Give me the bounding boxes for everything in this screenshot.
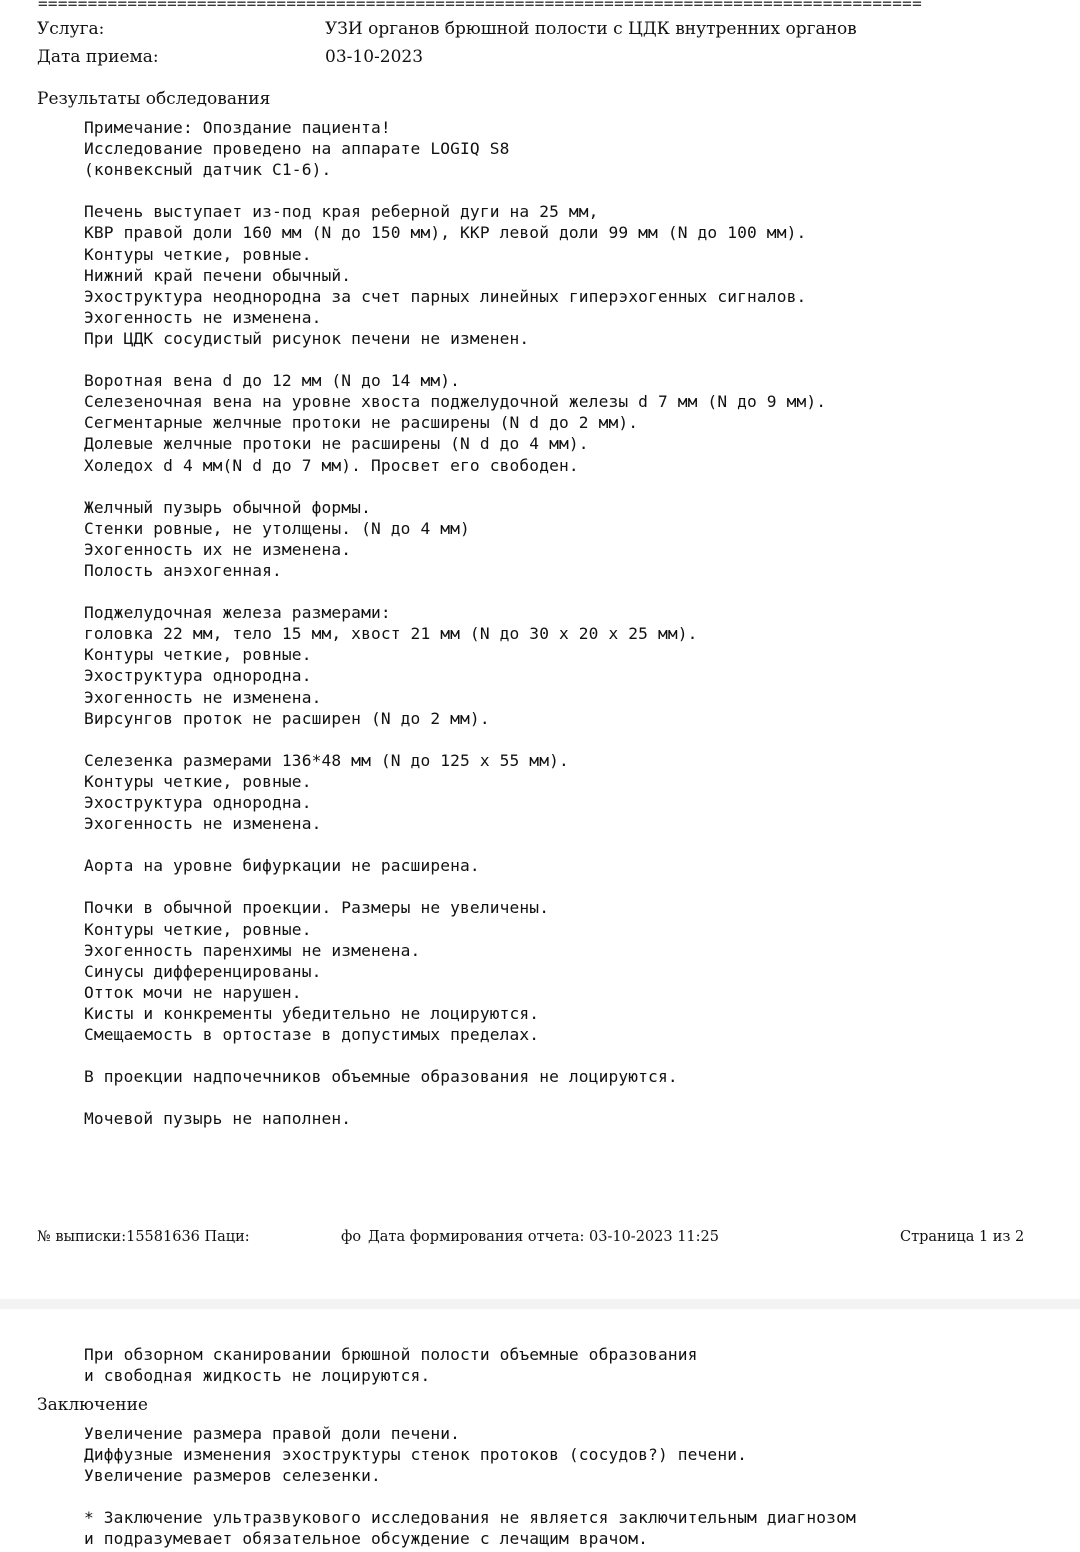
text-line: Контуры четкие, ровные. (84, 771, 312, 791)
text-line (84, 729, 826, 750)
text-line: Полость анэхогенная. (84, 560, 282, 580)
text-line: Долевые желчные протоки не расширены (N d до 4 мм). (84, 434, 589, 454)
text-line: Отток мочи не нарушен. (84, 982, 302, 1002)
text-line (84, 349, 826, 370)
text-line: Стенки ровные, не утолщены. (N до 4 мм) (84, 518, 470, 538)
service-label: Услуга: (37, 19, 105, 39)
text-line: Мочевой пузырь не наполнен. (84, 1109, 352, 1129)
footer-fragment: фо (341, 1229, 362, 1245)
page-break (0, 1299, 1080, 1309)
text-line: Сегментарные желчные протоки не расширены (N d до 2 мм). (84, 413, 639, 433)
text-line (84, 476, 826, 497)
text-line: При обзорном сканировании брюшной полости объемные образования (84, 1345, 698, 1364)
text-line: головка 22 мм, тело 15 мм, хвост 21 мм (N до 30 x 20 x 25 мм). (84, 624, 698, 644)
date-label: Дата приема: (37, 47, 159, 67)
text-line: Эхогенность не изменена. (84, 814, 322, 834)
text-line: Холедох d 4 мм(N d до 7 мм). Просвет его свободен. (84, 455, 579, 475)
results-title: Результаты обследования (37, 89, 271, 109)
text-line: Увеличение размеров селезенки. (84, 1466, 381, 1486)
text-line (84, 876, 826, 897)
text-line: Аорта на уровне бифуркации не расширена. (84, 856, 480, 876)
text-line: Исследование проведено на аппарате LOGIQ S8 (84, 139, 510, 159)
text-line: Диффузные изменения эхоструктуры стенок протоков (сосудов?) печени. (84, 1445, 748, 1465)
text-line: Селезеночная вена на уровне хвоста поджелудочной железы d 7 мм (N до 9 мм). (84, 392, 827, 412)
text-line: Желчный пузырь обычной формы. (84, 497, 371, 517)
text-line: Эхоструктура однородна. (84, 793, 312, 812)
record-number: № выписки:15581636 Паци: (37, 1229, 250, 1245)
conclusion-body (84, 1423, 856, 1550)
text-line: (конвексный датчик C1-6). (84, 160, 332, 180)
text-line: Эхогенность их не изменена. (84, 539, 352, 559)
text-line: При ЦДК сосудистый рисунок печени не изменен. (84, 328, 530, 348)
text-line: Вирсунгов проток не расширен (N до 2 мм). (84, 708, 490, 728)
results-body (84, 117, 826, 1130)
text-line (84, 1087, 826, 1108)
page-number: Страница 1 из 2 (900, 1229, 1025, 1245)
service-value: УЗИ органов брюшной полости с ЦДК внутренних органов (325, 19, 857, 39)
conclusion-title: Заключение (37, 1395, 148, 1415)
text-line (84, 180, 826, 201)
text-line: Эхогенность не изменена. (84, 687, 322, 707)
text-line: Воротная вена d до 12 мм (N до 14 мм). (84, 371, 461, 391)
date-value: 03-10-2023 (325, 47, 424, 67)
text-line: КВР правой доли 160 мм (N до 150 мм), ККР левой доли 99 мм (N до 100 мм). (84, 223, 807, 243)
text-line (84, 1486, 856, 1507)
text-line: Увеличение размера правой доли печени. (84, 1424, 461, 1443)
text-line: Смещаемость в ортостазе в допустимых пределах. (84, 1025, 540, 1045)
text-line: Почки в обычной проекции. Размеры не увеличены. (84, 898, 550, 918)
report-date: Дата формирования отчета: 03-10-2023 11:25 (368, 1229, 719, 1245)
text-line (84, 1045, 826, 1066)
text-line: Контуры четкие, ровные. (84, 919, 312, 939)
text-line (84, 834, 826, 855)
text-line: В проекции надпочечников объемные образования не лоцируются. (84, 1067, 678, 1087)
text-line: Селезенка размерами 136*48 мм (N до 125 x 55 мм). (84, 750, 569, 770)
text-line: Кисты и конкременты убедительно не лоцируются. (84, 1003, 540, 1023)
text-line: Эхоструктура однородна. (84, 666, 312, 686)
text-line: Синусы дифференцированы. (84, 961, 322, 981)
page2-body (84, 1344, 698, 1386)
text-line: Эхогенность паренхимы не изменена. (84, 940, 421, 960)
text-line: и подразумевает обязательное обсуждение с лечащим врачом. (84, 1529, 649, 1549)
text-line: Эхогенность не изменена. (84, 307, 322, 327)
text-line (84, 581, 826, 602)
text-line: * Заключение ультразвукового исследования не является заключительным диагнозом (84, 1508, 856, 1528)
text-line: Контуры четкие, ровные. (84, 244, 312, 264)
text-line: Контуры четкие, ровные. (84, 645, 312, 665)
text-line: Поджелудочная железа размерами: (84, 603, 391, 623)
text-line: Печень выступает из-под края реберной дуги на 25 мм, (84, 202, 599, 222)
text-line: и свободная жидкость не лоцируются. (84, 1366, 431, 1386)
separator-line: ========================================================================================= (38, 0, 923, 13)
text-line: Примечание: Опоздание пациента! (84, 118, 391, 137)
text-line: Нижний край печени обычный. (84, 265, 352, 285)
text-line: Эхоструктура неоднородна за счет парных линейных гиперэхогенных сигналов. (84, 286, 807, 306)
